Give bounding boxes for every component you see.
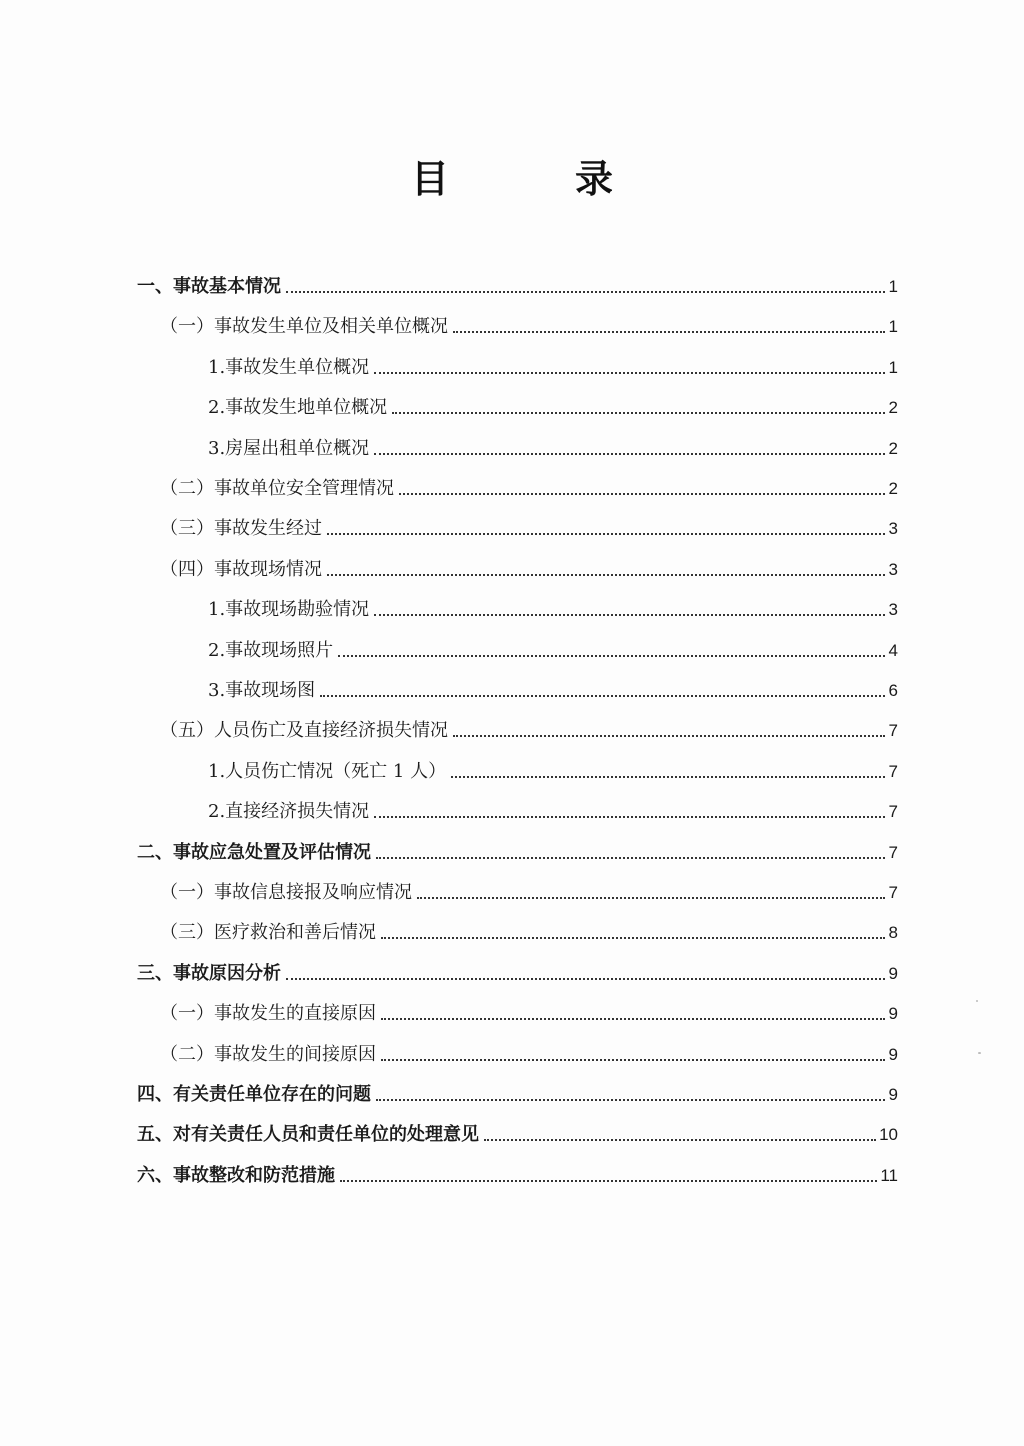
scan-specks (974, 1000, 984, 1060)
page-title: 目 录 (410, 157, 657, 201)
toc-entry[interactable] (208, 581, 898, 621)
toc-page-number: 2 (888, 398, 898, 418)
toc-dot-leader (399, 492, 885, 495)
toc-page-number: 1 (888, 277, 898, 296)
toc-dot-leader (338, 654, 885, 657)
scan-speck (978, 1052, 981, 1054)
toc-entry-title: 六、事故整改和防范措施 (137, 1164, 335, 1186)
toc-entry[interactable] (208, 783, 898, 823)
toc-page-number: 6 (888, 681, 898, 700)
toc-page-number: 9 (888, 963, 898, 983)
toc-page-number: 4 (888, 640, 898, 660)
toc-dot-leader (381, 936, 885, 939)
toc-entry-title: 一、事故基本情况 (137, 276, 281, 297)
toc-entry[interactable] (137, 1106, 898, 1146)
toc-page-number: 9 (888, 1044, 898, 1064)
toc-entry-title: 3.房屋出租单位概况 (208, 437, 370, 459)
toc-dot-leader (340, 1179, 877, 1182)
toc-entry[interactable] (160, 298, 898, 338)
toc-dot-leader (286, 290, 885, 293)
toc-entry-title: （一）事故发生单位及相关单位概况 (160, 316, 448, 338)
toc-entry[interactable] (208, 339, 898, 379)
toc-dot-leader (392, 411, 885, 414)
toc-dot-leader (417, 896, 885, 899)
toc-page-number: 9 (888, 1004, 898, 1024)
toc-page-number: 7 (888, 721, 898, 741)
toc-entry-title: 1.事故发生单位概况 (208, 356, 370, 378)
toc-entry-title: 二、事故应急处置及评估情况 (137, 841, 371, 863)
toc-entry[interactable] (137, 945, 898, 985)
scan-speck (976, 1000, 978, 1002)
toc-page-number: 7 (888, 883, 898, 902)
toc-entry[interactable] (160, 460, 898, 500)
toc-entry-title: （二）事故发生的间接原因 (160, 1043, 376, 1065)
toc-entry[interactable] (137, 824, 898, 864)
toc-entry[interactable] (208, 622, 898, 662)
toc-entry-title: 2.事故发生地单位概况 (208, 397, 388, 419)
toc-entry-title: 1.人员伤亡情况（死亡 1 人） (208, 760, 447, 782)
toc-page-number: 7 (888, 842, 898, 862)
toc-entry[interactable] (208, 743, 898, 783)
toc-entry-title: （三）医疗救治和善后情况 (160, 922, 376, 944)
toc-dot-leader (453, 330, 885, 333)
toc-entry[interactable] (160, 904, 898, 944)
toc-dot-leader (376, 1098, 885, 1101)
toc-dot-leader (453, 734, 885, 737)
toc-entry-title: 3.事故现场图 (208, 680, 316, 701)
toc-page-number: 3 (888, 600, 898, 620)
toc-entry[interactable] (208, 420, 898, 460)
toc-page-number: 8 (888, 923, 898, 943)
toc-entry-title: 1.事故现场勘验情况 (208, 599, 370, 621)
toc-page-number: 3 (888, 559, 898, 579)
toc-page-number: 11 (880, 1165, 898, 1185)
toc-entry-title: 2.事故现场照片 (208, 639, 334, 661)
toc-entry-title: 2.直接经济损失情况 (208, 801, 370, 823)
toc-page-number: 2 (888, 479, 898, 498)
toc-entry[interactable] (160, 985, 898, 1025)
toc-entry[interactable] (137, 1066, 898, 1106)
toc-entry[interactable] (160, 500, 898, 540)
toc-dot-leader (374, 815, 885, 818)
toc-dot-leader (381, 1058, 885, 1061)
toc-page-number: 7 (888, 802, 898, 822)
toc-page-number: 1 (888, 357, 898, 377)
toc-page-number: 2 (888, 438, 898, 458)
toc-page-number: 7 (888, 761, 898, 781)
toc-entry[interactable] (160, 1026, 898, 1066)
toc-page-number: 10 (879, 1125, 898, 1145)
toc-dot-leader (374, 371, 885, 374)
toc-dot-leader (286, 977, 885, 980)
toc-entry-title: 五、对有关责任人员和责任单位的处理意见 (137, 1124, 479, 1146)
toc-entry-title: （四）事故现场情况 (160, 558, 322, 580)
toc-entry-title: （二）事故单位安全管理情况 (160, 478, 394, 499)
toc-entry-title: （一）事故发生的直接原因 (160, 1003, 376, 1025)
toc-entry[interactable] (137, 258, 898, 298)
toc-dot-leader (327, 532, 885, 535)
toc-entry-title: 四、有关责任单位存在的问题 (137, 1084, 371, 1105)
toc-dot-leader (327, 573, 885, 576)
toc-page-number: 1 (888, 317, 898, 337)
toc-entry[interactable] (137, 1147, 898, 1187)
toc-entry-title: 三、事故原因分析 (137, 962, 281, 984)
toc-entry-title: （一）事故信息接报及响应情况 (160, 882, 412, 903)
toc-dot-leader (381, 1017, 885, 1020)
toc-dot-leader (451, 775, 885, 778)
toc-dot-leader (374, 613, 885, 616)
toc-dot-leader (320, 694, 885, 697)
toc-dot-leader (484, 1138, 876, 1141)
toc-page-number: 9 (888, 1085, 898, 1104)
toc-entry[interactable] (208, 662, 898, 702)
toc-entry[interactable] (208, 379, 898, 419)
toc-dot-leader (376, 856, 885, 859)
toc-entry-title: （五）人员伤亡及直接经济损失情况 (160, 720, 448, 742)
toc-entry[interactable] (160, 541, 898, 581)
toc-page-number: 3 (888, 519, 898, 539)
toc-dot-leader (374, 452, 885, 455)
toc-entry[interactable] (160, 864, 898, 904)
toc-entry[interactable] (160, 702, 898, 742)
toc-entry-title: （三）事故发生经过 (160, 518, 322, 540)
